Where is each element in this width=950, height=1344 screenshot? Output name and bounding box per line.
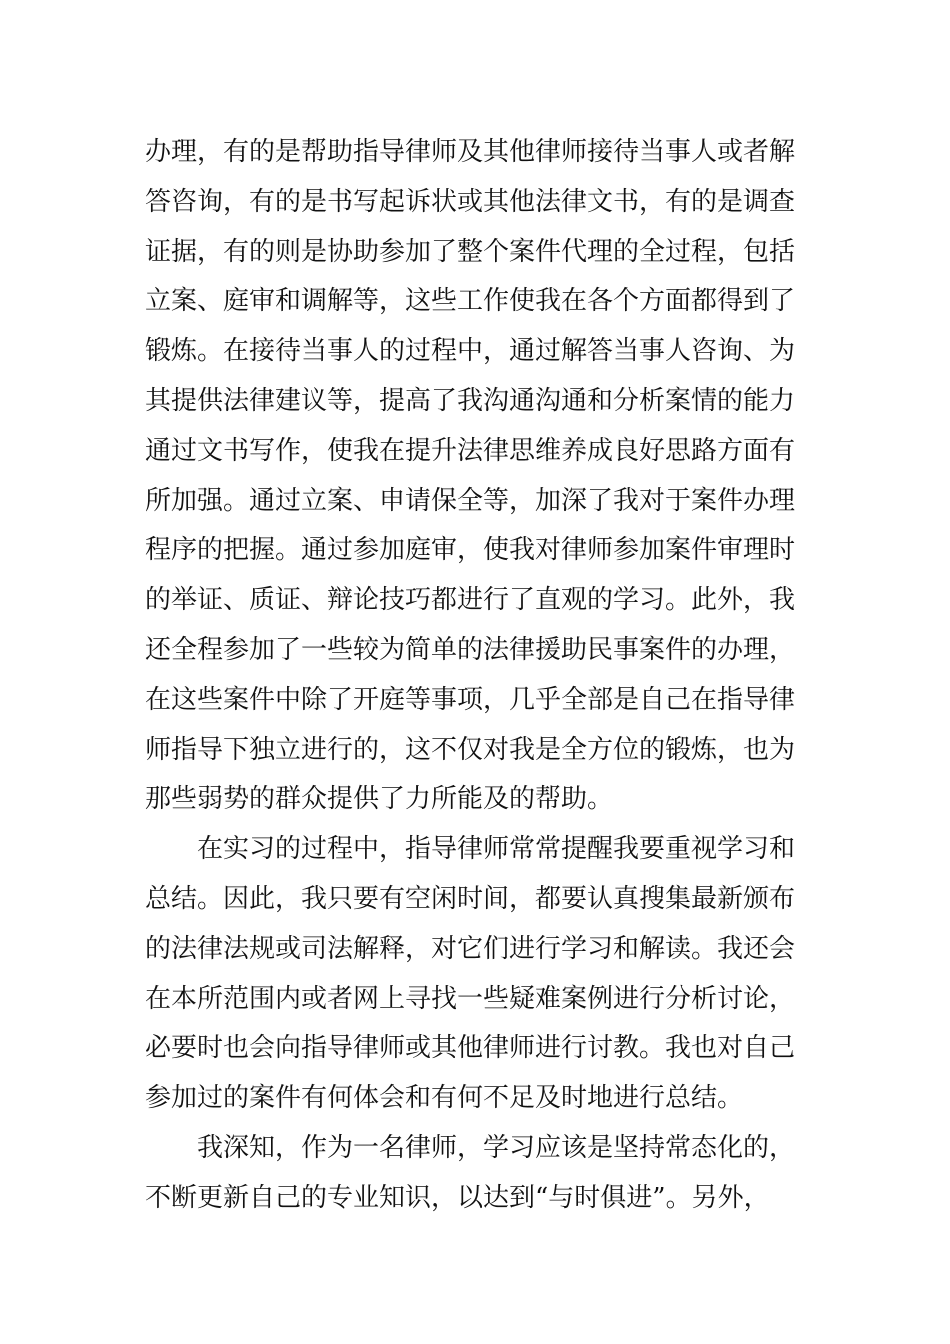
- text-line: 锻炼。在接待当事人的过程中，通过解答当事人咨询、为: [145, 336, 796, 367]
- text-line: 参加过的案件有何体会和有何不足及时地进行总结。: [145, 1083, 744, 1114]
- document-body: [145, 128, 825, 1224]
- text-line: 办理，有的是帮助指导律师及其他律师接待当事人或者解: [145, 137, 796, 167]
- paragraph-first-line: 我深知，作为一名律师，学习应该是坚持常态化的，: [197, 1132, 796, 1163]
- text-line: 师指导下独立进行的，这不仅对我是全方位的锻炼，也为: [145, 734, 796, 765]
- text-line: 那些弱势的群众提供了力所能及的帮助。: [145, 784, 614, 815]
- text-line: 的法律法规或司法解释，对它们进行学习和解读。我还会: [145, 933, 796, 964]
- text-line: 通过文书写作，使我在提升法律思维养成良好思路方面有: [145, 435, 796, 466]
- text-line: 证据，有的则是协助参加了整个案件代理的全过程，包括: [145, 236, 796, 267]
- text-line: 立案、庭审和调解等，这些工作使我在各个方面都得到了: [145, 286, 796, 317]
- text-line: 的举证、质证、辩论技巧都进行了直观的学习。此外，我: [145, 585, 796, 616]
- paragraph-first-line: 在实习的过程中，指导律师常常提醒我要重视学习和: [197, 834, 796, 865]
- text-line: 在本所范围内或者网上寻找一些疑难案例进行分析讨论，: [145, 983, 796, 1014]
- text-line: 还全程参加了一些较为简单的法律援助民事案件的办理，: [145, 634, 796, 665]
- text-line: 在这些案件中除了开庭等事项，几乎全部是自己在指导律: [145, 684, 796, 715]
- text-line: 其提供法律建议等，提高了我沟通沟通和分析案情的能力: [145, 385, 796, 416]
- text-line: 必要时也会向指导律师或其他律师进行讨教。我也对自己: [145, 1033, 796, 1064]
- text-line: 不断更新自己的专业知识，以达到“与时俱进”。另外，: [145, 1182, 770, 1213]
- text-line: 所加强。通过立案、申请保全等，加深了我对于案件办理: [145, 485, 796, 516]
- text-line: 总结。因此，我只要有空闲时间，都要认真搜集最新颁布: [145, 883, 796, 914]
- text-line: 答咨询，有的是书写起诉状或其他法律文书，有的是调查: [145, 186, 796, 217]
- text-line: 程序的把握。通过参加庭审，使我对律师参加案件审理时: [145, 535, 796, 566]
